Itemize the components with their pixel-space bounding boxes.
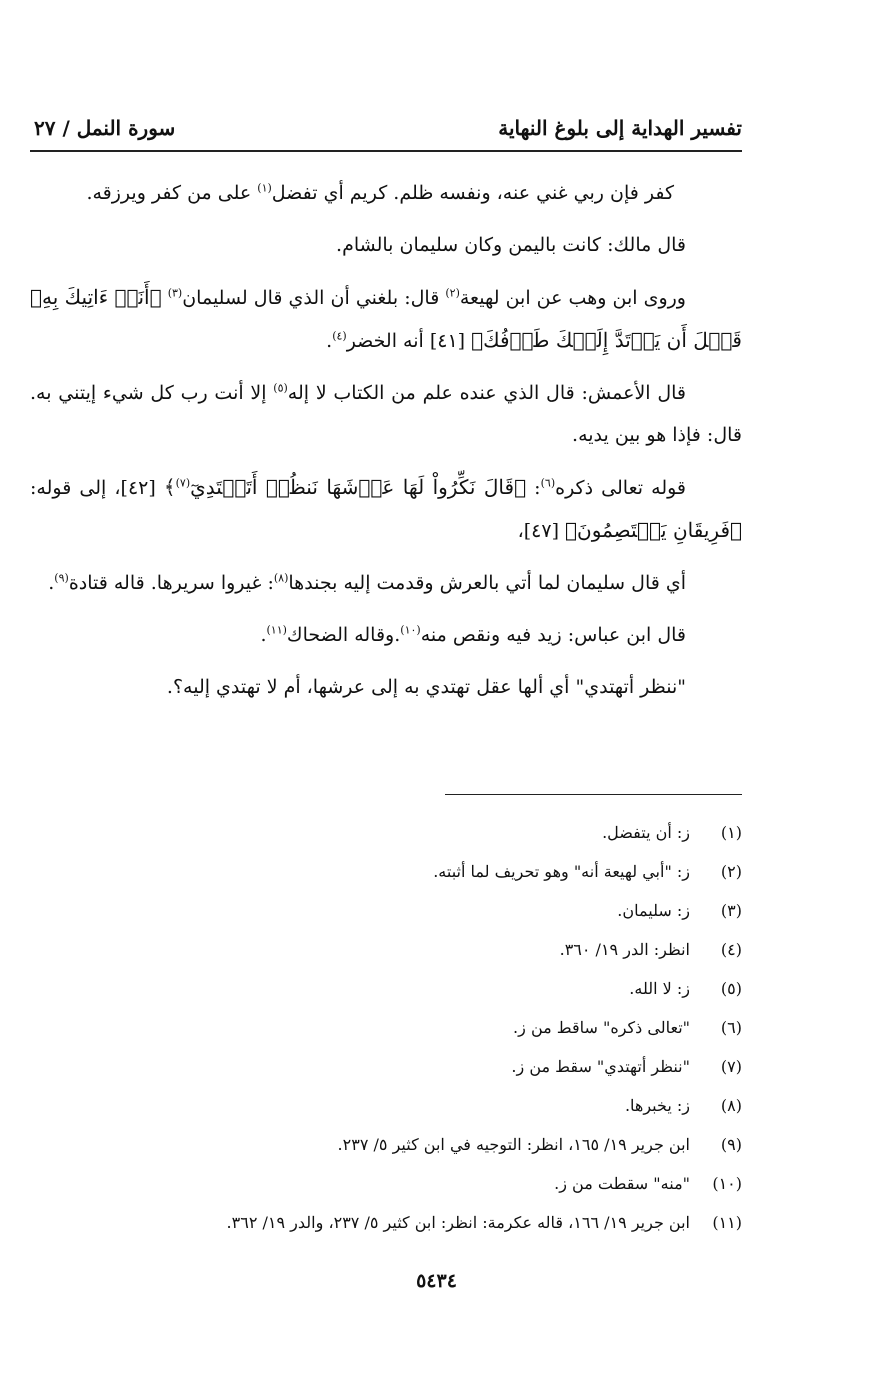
paragraph-5 xyxy=(30,466,742,552)
paragraph-4 xyxy=(30,372,742,456)
text-run: كفر فإن ربي غني عنه، ونفسه ظلم. كريم أي تفضل xyxy=(271,182,674,204)
text-run: . xyxy=(260,624,267,646)
footnote-text: "تعالى ذكره" ساقط من ز. xyxy=(513,1018,690,1037)
text-run: "ننظر أتهتدي" أي ألها عقل تهتدي به إلى عرشها، أم لا تهتدي إليه؟. xyxy=(166,676,686,698)
text-run: : xyxy=(526,477,541,499)
paragraph-7 xyxy=(30,614,742,656)
footnote-item xyxy=(30,852,742,891)
paragraph-6 xyxy=(30,562,742,604)
footnote-ref: (٩) xyxy=(54,571,69,585)
text-run: [٤١] أنه الخضر xyxy=(346,330,472,352)
book-title: تفسير الهداية إلى بلوغ النهاية xyxy=(498,116,742,140)
text-run: . xyxy=(326,330,333,352)
footnote-text: ز: يخبرها. xyxy=(624,1096,690,1115)
footnote-item xyxy=(30,1125,742,1164)
footnote-number: (٥) xyxy=(720,979,742,998)
footnote-text: "ننظر أتهتدي" سقط من ز. xyxy=(511,1057,690,1076)
text-run: وروى ابن وهب عن ابن لهيعة xyxy=(459,287,686,309)
footnote-ref: (٨) xyxy=(273,571,289,585)
quran-verse: ﴾ xyxy=(163,475,176,499)
footnote-item xyxy=(30,969,742,1008)
footnote-ref: (٥) xyxy=(273,381,288,395)
footnote-number: (٩) xyxy=(720,1135,742,1154)
footnote-number: (٦) xyxy=(720,1018,742,1037)
footnote-text: ز: سليمان. xyxy=(617,901,690,920)
footnote-separator xyxy=(445,794,742,795)
footnote-number: (٢) xyxy=(720,862,742,881)
text-run: . xyxy=(48,572,55,594)
text-run: .وقاله الضحاك xyxy=(286,624,401,646)
text-run: قال مالك: كانت باليمن وكان سليمان بالشام. xyxy=(336,234,686,256)
footnote-item xyxy=(30,891,742,930)
footnote-item xyxy=(30,1008,742,1047)
footnote-number: (٧) xyxy=(720,1057,742,1076)
quran-verse: ﴿قَالَ نَكِّرُواْ لَهَا عَرۡشَهَا نَنظُرۡ أَتَهۡتَدِيٓ xyxy=(190,475,527,499)
header-rule xyxy=(30,150,742,152)
footnote-item xyxy=(30,1086,742,1125)
footnote-item xyxy=(30,1047,742,1086)
text-run: [٤٧]، xyxy=(517,520,566,542)
footnote-ref: (٢) xyxy=(445,286,460,300)
text-run: قال ابن عباس: زيد فيه ونقص منه xyxy=(420,624,686,646)
footnote-text: انظر: الدر ١٩/ ٣٦٠. xyxy=(559,940,690,959)
main-text xyxy=(30,172,742,718)
page-number: ٥٤٣٤ xyxy=(416,1270,457,1292)
footnote-ref: (١٠) xyxy=(400,623,421,637)
footnotes-list xyxy=(30,813,742,1242)
footnote-item xyxy=(30,1203,742,1242)
page-header xyxy=(34,108,742,148)
footnote-text: "منه" سقطت من ز. xyxy=(554,1174,690,1193)
text-run: قال: بلغني أن الذي قال لسليمان xyxy=(182,287,446,309)
footnote-number: (٨) xyxy=(720,1096,742,1115)
footnote-number: (١) xyxy=(720,823,742,842)
surah-label: سورة النمل / ٢٧ xyxy=(34,116,176,140)
footnote-text: ابن جرير ١٩/ ١٦٦، قاله عكرمة: انظر: ابن كثير ٥/ ٢٣٧، والدر ١٩/ ٣٦٢. xyxy=(226,1213,690,1232)
footnote-ref: (٣) xyxy=(167,286,183,300)
paragraph-3 xyxy=(30,276,742,362)
footnote-ref: (٧) xyxy=(175,476,191,490)
text-run: [٤٢]، إلى قوله: xyxy=(30,477,164,499)
paragraph-1 xyxy=(30,172,742,214)
text-run: قال الأعمش: قال الذي عنده علم من الكتاب لا إله xyxy=(287,382,686,404)
text-run: على من كفر ويرزقه. xyxy=(86,182,258,204)
footnote-ref: (١) xyxy=(257,181,272,195)
footnote-item xyxy=(30,930,742,969)
text-run: : غيروا سريرها. قاله قتادة xyxy=(68,572,274,594)
paragraph-8 xyxy=(30,666,742,708)
footnote-number: (٣) xyxy=(720,901,742,920)
footnote-text: ز: لا الله. xyxy=(629,979,690,998)
footnote-item xyxy=(30,813,742,852)
footnote-ref: (٦) xyxy=(540,476,556,490)
footnote-text: ز: أن يتفضل. xyxy=(602,823,690,842)
text-run: أي قال سليمان لما أتي بالعرش وقدمت إليه بجندها xyxy=(288,572,686,594)
text-run: إلا أنت رب كل شيء إيتني به. قال: فإذا هو بين يديه. xyxy=(30,382,742,446)
text-run: قوله تعالى ذكره xyxy=(555,477,687,499)
footnote-text: ابن جرير ١٩/ ١٦٥، انظر: التوجيه في ابن كثير ٥/ ٢٣٧. xyxy=(337,1135,690,1154)
quran-verse: ﴿أَنَا۠ ءَاتِيكَ بِهِۦ قَبۡلَ أَن يَرۡتَدَّ إِلَيۡكَ طَرۡفُكَ﴾ xyxy=(30,285,742,352)
paragraph-2 xyxy=(30,224,742,266)
footnote-ref: (١١) xyxy=(266,623,287,637)
footnote-ref: (٤) xyxy=(332,329,347,343)
footnote-number: (١٠) xyxy=(712,1174,742,1193)
quran-verse: ﴿فَرِيقَانِ يَخۡتَصِمُونَ﴾ xyxy=(565,518,742,542)
footnote-number: (١١) xyxy=(712,1213,742,1232)
footnote-number: (٤) xyxy=(720,940,742,959)
footnote-text: ز: "أبي لهيعة أنه" وهو تحريف لما أثبته. xyxy=(433,862,690,881)
footnote-item xyxy=(30,1164,742,1203)
